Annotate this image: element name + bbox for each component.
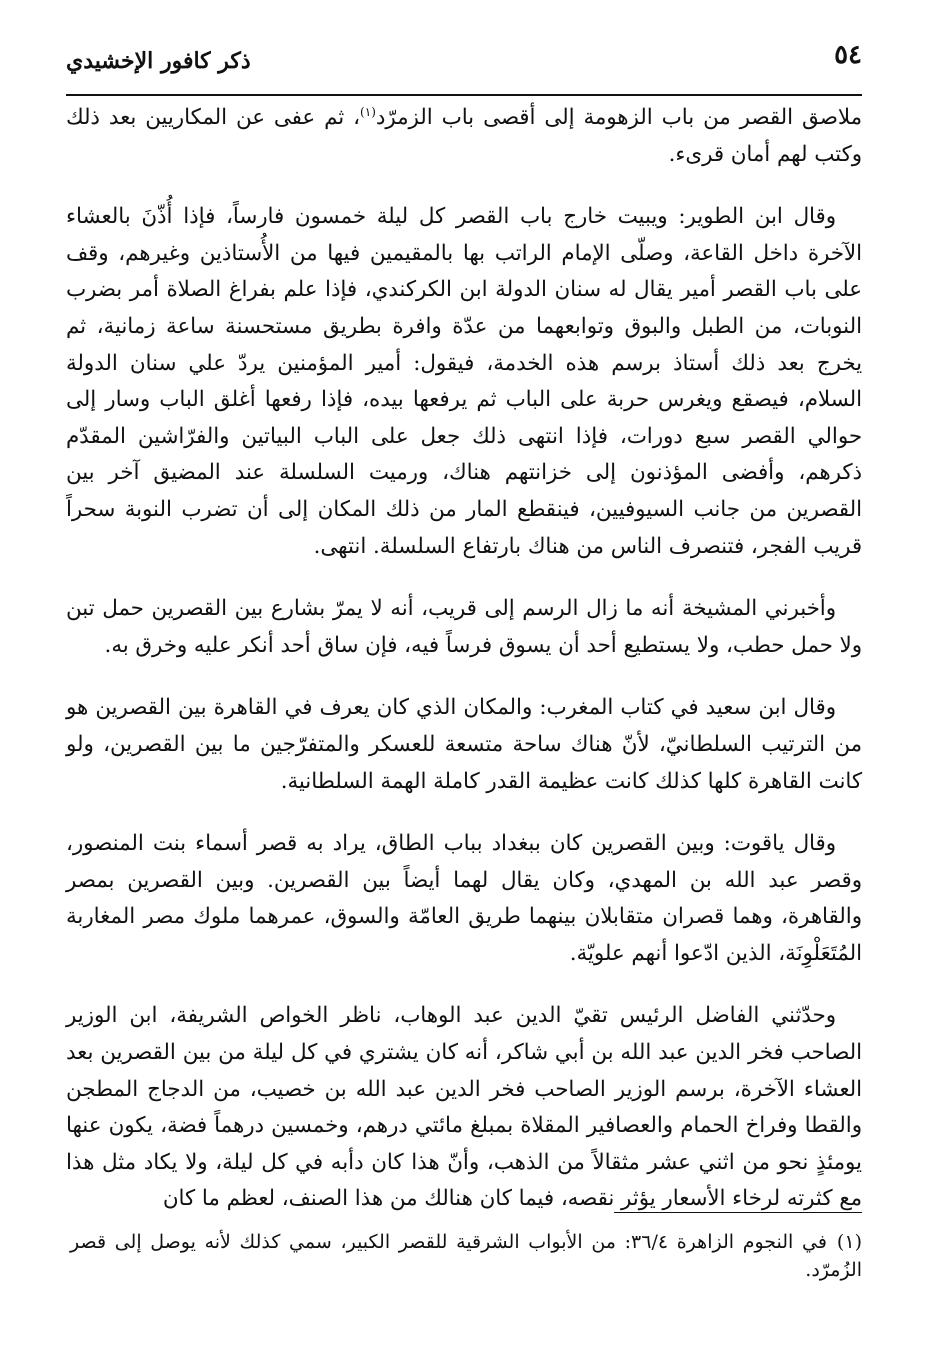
page-number: ٥٤ [834,40,862,70]
header-rule [66,94,862,96]
paragraph-4: وقال ابن سعيد في كتاب المغرب: والمكان الذي كان يعرف في القاهرة بين القصرين هو من الترتيب السلطانيّ، لأنّ هناك ساحة متسعة للعسكر والمتفرّجين ما بين القصرين، ولو كانت القاهرة كلها كذلك كانت عظيمة القدر كاملة الهمة السلطانية. [66,695,862,794]
running-title: ذكر كافور الإخشيدي [66,48,251,74]
paragraph-1 [66,100,862,173]
paragraph-3: وأخبرني المشيخة أنه ما زال الرسم إلى قريب، أنه لا يمرّ بشارع بين القصرين حمل تبن ولا حمل حطب، ولا يستطيع أحد أن يسوق فرساً فيه، فإن ساق أحد أنكر عليه وخرق به. [66,596,862,658]
footnote-text: في النجوم الزاهرة ٣٦/٤: من الأبواب الشرقية للقصر الكبير، سمي كذلك لأنه يوصل إلى قصر الزُمرّد. [70,1231,862,1281]
paragraph-1-text: ملاصق القصر من باب الزهومة إلى أقصى باب الزمرّد [375,105,862,130]
footnote [70,1228,862,1284]
page-header [66,36,862,92]
footnote-rule [614,1212,862,1213]
body-text [66,100,862,1244]
paragraph-1-continuation: ، ثم عفى عن المكاريين بعد ذلك وكتب لهم أمان قرىء. [66,105,862,167]
footnote-reference: (١) [360,104,376,119]
paragraph-5: وقال ياقوت: وبين القصرين كان ببغداد بباب الطاق، يراد به قصر أسماء بنت المنصور، وقصر عبد الله بن المهدي، وكان يقال لهما أيضاً بين القصرين. وبين القصرين بمصر والقاهرة، وهما قصران متقابلان بينهما طريق العامّة والسوق، عمرهما ملوك مصر المغاربة المُتَعَلْوِنَة، الذين ادّعوا أنهم علويّة. [66,831,862,966]
paragraph-6: وحدّثني الفاضل الرئيس تقيّ الدين عبد الوهاب، ناظر الخواص الشريفة، ابن الوزير الصاحب فخر الدين عبد الله بن أبي شاكر، أنه كان يشتري في كل ليلة من بين القصرين بعد العشاء الآخرة، برسم الوزير الصاحب فخر الدين عبد الله بن خصيب، من الدجاج المطجن والقطا وفراخ الحمام والعصافير المقلاة بمبلغ مائتي درهم، وخمسين درهماً فضة، يكون عنها يومئذٍ نحو من اثني عشر مثقالاً من الذهب، وأنّ هذا كان دأبه في كل ليلة، ولا يكاد مثل هذا مع كثرته لرخاء الأسعار يؤثر نقصه، فيما كان هنالك من هذا الصنف، لعظم ما كان [66,1003,862,1212]
paragraph-2: وقال ابن الطوير: ويبيت خارج باب القصر كل ليلة خمسون فارساً، فإذا أُذّنَ بالعشاء الآخرة داخل القاعة، وصلّى الإمام الراتب بها بالمقيمين فيها من الأُستاذين وغيرهم، وقف على باب القصر أمير يقال له سنان الدولة ابن الكركندي، فإذا علم بفراغ الصلاة أمر بضرب النوبات، من الطبل والبوق وتوابعهما من عدّة وافرة بطريق مستحسنة ساعة زمانية، ثم يخرج بعد ذلك أستاذ برسم هذه الخدمة، فيقول: أمير المؤمنين يردّ علي سنان الدولة السلام، فيصقع ويغرس حربة على الباب ثم يرفعها بيده، فإذا رفعها أغلق الباب وسار إلى حوالي القصر سبع دورات، فإذا انتهى ذلك جعل على الباب البياتين والفرّاشين المقدّم ذكرهم، وأفضى المؤذنون إلى خزانتهم هناك، ورميت السلسلة عند المضيق آخر بين القصرين من جانب السيوفيين، فينقطع المار من ذلك المكان إلى أن تضرب النوبة سحراً قريب الفجر، فتنصرف الناس من هناك بارتفاع السلسلة. انتهى. [66,204,862,559]
footnote-number: (١) [836,1231,862,1253]
